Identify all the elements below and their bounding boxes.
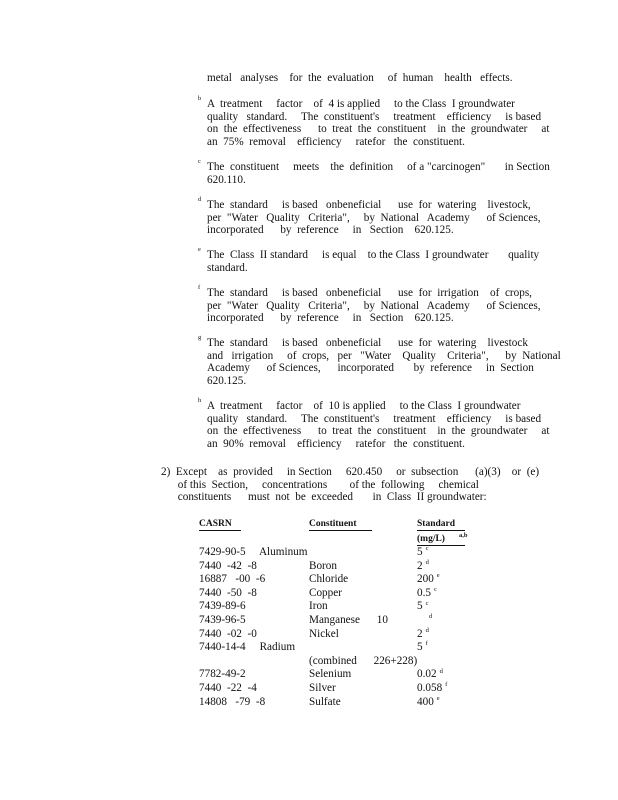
header-constituent: Constituent bbox=[309, 519, 357, 529]
cell-casrn: 7439-89-6 bbox=[199, 600, 246, 613]
cell-standard bbox=[417, 546, 428, 559]
standard-value: 5 bbox=[417, 546, 423, 558]
standard-footnote: d bbox=[425, 558, 429, 566]
cell-standard bbox=[417, 573, 440, 586]
standard-value: 200 bbox=[417, 573, 434, 586]
standard-value: 5 bbox=[417, 600, 423, 613]
cell-casrn: 7440 -42 -8 bbox=[199, 559, 257, 572]
footnote-line: an 75% removal efficiency ratefor the constituent. bbox=[207, 135, 465, 148]
cell-constituent: Nickel bbox=[309, 627, 339, 640]
cell-standard bbox=[417, 600, 428, 613]
footnote-line: The standard is based onbeneficial use for irrigation of crops, bbox=[207, 287, 532, 299]
paragraph-line: of this Section, concentrations of the following chemical bbox=[161, 478, 479, 491]
footnote-line: standard. bbox=[207, 261, 248, 274]
standard-footnote: e bbox=[436, 572, 440, 580]
cell-casrn: 7440 -22 -4 bbox=[199, 682, 257, 694]
units-footnote: a,b bbox=[458, 531, 468, 539]
footnote-g bbox=[198, 334, 561, 387]
standard-value: 0.058 bbox=[417, 682, 443, 694]
paragraph-2 bbox=[161, 466, 540, 504]
standard-footnote: f bbox=[425, 640, 428, 648]
units-label: (mg/L) bbox=[417, 534, 445, 544]
footnote-line: quality standard. The constituent's treatment efficiency is based bbox=[207, 412, 542, 425]
footnote-line: A treatment factor of 4 is applied to the Class I groundwater bbox=[207, 98, 515, 110]
footnote-mark: g bbox=[198, 334, 202, 341]
footnote-line: 620.125. bbox=[207, 374, 247, 387]
cell-casrn: 14808 -79 -8 bbox=[199, 695, 266, 708]
footnote-h bbox=[198, 397, 550, 450]
header-standard: Standard bbox=[417, 519, 456, 529]
cell-casrn: 7429-90-5 Aluminum bbox=[199, 546, 308, 558]
cell-casrn: 7440 -02 -0 bbox=[199, 627, 257, 640]
standard-footnote: c bbox=[433, 586, 437, 594]
cell-casrn: 16887 -00 -6 bbox=[199, 573, 266, 586]
footnote-d bbox=[198, 196, 541, 237]
cell-standard bbox=[417, 641, 428, 654]
footnote-e bbox=[198, 246, 540, 274]
footnote-line: quality standard. The constituent's treatment efficiency is based bbox=[207, 110, 542, 123]
paragraph-line: 2) Except as provided in Section 620.450 or subsection (a)(3) or (e) bbox=[161, 466, 540, 478]
footnote-line: incorporated by reference in Section 620.125. bbox=[207, 312, 454, 325]
standard-value: 5 bbox=[417, 641, 423, 654]
standard-footnote: d bbox=[429, 613, 433, 621]
header-rule bbox=[199, 530, 241, 531]
footnote-line: an 90% removal efficiency ratefor the constituent. bbox=[207, 437, 465, 450]
footnote-line: incorporated by reference in Section 620.125. bbox=[207, 224, 454, 237]
standard-footnote: f bbox=[445, 681, 448, 689]
footnote-line: and irrigation of crops, per "Water Quality Criteria", by National bbox=[207, 349, 561, 362]
footnote-f bbox=[198, 284, 541, 325]
footnote-mark: d bbox=[198, 196, 202, 203]
footnote-line: per "Water Quality Criteria", by National Academy of Sciences, bbox=[207, 299, 541, 312]
footnote-mark: f bbox=[198, 284, 201, 291]
header-rule bbox=[309, 530, 372, 531]
cell-standard bbox=[417, 560, 429, 573]
footnote-mark: c bbox=[198, 158, 201, 165]
cell-constituent: Silver bbox=[309, 682, 336, 694]
paragraph-line: constituents must not be exceeded in Class II groundwater: bbox=[161, 491, 487, 504]
cell-constituent: Manganese 10 bbox=[309, 614, 388, 626]
footnote-b bbox=[198, 95, 550, 148]
standard-value: 400 bbox=[417, 695, 434, 708]
footnote-mark: e bbox=[198, 246, 201, 253]
cell-casrn: 7440 -50 -8 bbox=[199, 586, 257, 599]
cell-standard bbox=[417, 587, 437, 600]
footnote-line: on the effectiveness to treat the constituent in the groundwater at bbox=[207, 425, 550, 438]
standard-footnote: e bbox=[436, 694, 440, 702]
cell-constituent: (combined 226+228) bbox=[309, 654, 418, 667]
standard-footnote: d bbox=[425, 626, 429, 634]
cell-casrn: 7439-96-5 bbox=[199, 614, 246, 626]
cell-constituent: Iron bbox=[309, 600, 328, 613]
footnote-line: The constituent meets the definition of a "carcinogen" in Section bbox=[207, 161, 550, 173]
cell-standard bbox=[417, 614, 432, 627]
cell-casrn: 7440-14-4 Radium bbox=[199, 641, 296, 654]
cell-constituent: Copper bbox=[309, 586, 342, 599]
standard-value: 0.5 bbox=[417, 586, 431, 599]
header-rule bbox=[417, 530, 465, 531]
footnote-line: The standard is based onbeneficial use for watering livestock bbox=[207, 337, 528, 349]
footnote-line: on the effectiveness to treat the constituent in the groundwater at bbox=[207, 123, 550, 136]
footnote-line: per "Water Quality Criteria", by National Academy of Sciences, bbox=[207, 211, 541, 224]
footnote-mark: h bbox=[198, 397, 202, 404]
footnote-line: The Class II standard is equal to the Class I groundwater quality bbox=[207, 249, 540, 261]
footnote-line: A treatment factor of 10 is applied to the Class I groundwater bbox=[207, 400, 521, 412]
cell-standard bbox=[417, 668, 443, 681]
header-units bbox=[417, 533, 467, 546]
standard-value: 2 bbox=[417, 559, 423, 572]
footnote-line: 620.110. bbox=[207, 173, 246, 186]
header-casrn: CASRN bbox=[199, 519, 232, 529]
standard-footnote: c bbox=[425, 599, 429, 607]
footnote-line: Academy of Sciences, incorporated by reference in Section bbox=[207, 362, 534, 375]
intro-line: metal analyses for the evaluation of human health effects. bbox=[207, 72, 513, 84]
cell-constituent: Selenium bbox=[309, 668, 352, 681]
standard-value: 0.02 bbox=[417, 668, 437, 681]
cell-standard bbox=[417, 682, 447, 695]
footnote-c bbox=[198, 158, 550, 186]
cell-standard bbox=[417, 628, 429, 641]
cell-constituent: Chloride bbox=[309, 573, 349, 586]
footnote-line: The standard is based onbeneficial use for watering livestock, bbox=[207, 199, 531, 211]
cell-standard bbox=[417, 696, 440, 709]
cell-casrn: 7782-49-2 bbox=[199, 668, 246, 681]
standard-footnote: c bbox=[425, 545, 429, 553]
footnote-mark: b bbox=[198, 95, 202, 102]
standard-footnote: d bbox=[439, 667, 443, 675]
cell-constituent: Boron bbox=[309, 559, 337, 572]
cell-constituent: Sulfate bbox=[309, 695, 341, 708]
standard-value: 2 bbox=[417, 627, 423, 640]
